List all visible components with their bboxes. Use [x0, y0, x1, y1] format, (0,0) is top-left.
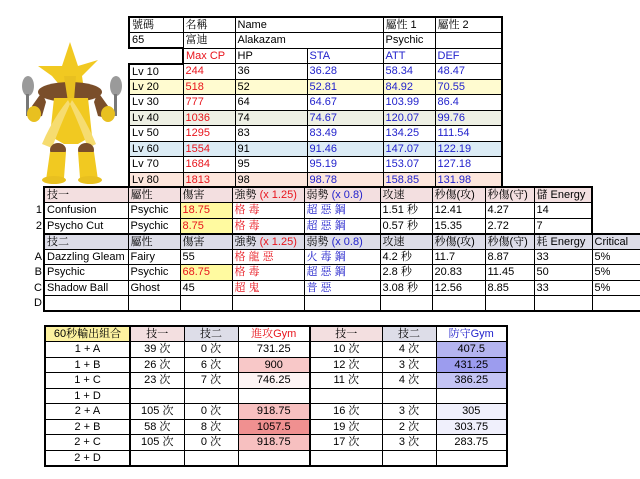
move-name: Psycho Cut	[44, 218, 128, 234]
move-damage: 45	[180, 280, 232, 296]
def-cell: 111.54	[435, 126, 502, 142]
critical-header: Critical	[592, 234, 640, 250]
combo-label: 1 + A	[45, 342, 130, 358]
stats-row-lv70	[129, 157, 502, 173]
attack-gym-value: 900	[238, 357, 310, 373]
move-energy: 14	[534, 203, 592, 219]
combo-header: 60秒輸出組合	[45, 326, 130, 342]
strong-header: 強勢 (x 1.25)	[232, 187, 304, 203]
cp-cell: 1295	[183, 126, 235, 142]
moves-table	[32, 186, 640, 312]
move-damage: 55	[180, 249, 232, 265]
move-weak: 超 惡 鋼	[304, 218, 380, 234]
def-charge-header: 技二	[382, 326, 436, 342]
att-cell: 120.07	[383, 110, 435, 126]
att-charge-header: 技二	[184, 326, 238, 342]
attack-gym-header: 進攻Gym	[238, 326, 310, 342]
move-dps-att: 12.56	[432, 280, 485, 296]
combo-row-2d	[45, 450, 507, 466]
att-charge-count: 0 次	[184, 404, 238, 420]
move-type: Psychic	[128, 203, 180, 219]
move-weak: 超 惡 鋼	[304, 265, 380, 281]
move-dps-def: 4.27	[485, 203, 534, 219]
row-label: D	[34, 297, 42, 310]
sta-cell: 64.67	[307, 95, 383, 111]
level-cell: Lv 30	[129, 95, 183, 111]
move-weak: 超 惡 鋼	[304, 203, 380, 219]
combo-label: 2 + D	[45, 450, 130, 466]
attack-gym-value: 918.75	[238, 435, 310, 451]
hp-header: HP	[235, 48, 307, 64]
move-strong: 格 毒	[232, 218, 304, 234]
def-cell: 70.55	[435, 79, 502, 95]
move-weak: 火 毒 鋼	[304, 249, 380, 265]
sta-cell: 74.67	[307, 110, 383, 126]
combo-row-2c	[45, 435, 507, 451]
cp-cell: 244	[183, 64, 235, 80]
blank-header	[307, 17, 383, 33]
att-cell: 84.92	[383, 79, 435, 95]
move-dps-def: 8.85	[485, 280, 534, 296]
speed-header: 攻速	[380, 187, 432, 203]
def-fast-count: 10 次	[310, 342, 382, 358]
move-energy: 33	[534, 249, 592, 265]
move-strong: 超 鬼	[232, 280, 304, 296]
row-label: 1	[35, 204, 42, 217]
cp-cell: 1036	[183, 110, 235, 126]
attack-gym-value: 1057.5	[238, 419, 310, 435]
type1-header: 屬性 1	[383, 17, 435, 33]
move-energy: 7	[534, 218, 592, 234]
level-cell: Lv 60	[129, 141, 183, 157]
move-strong: 格 龍 惡	[232, 249, 304, 265]
charge-moves-header-row	[32, 234, 640, 250]
charge-move-row-b	[32, 265, 640, 281]
att-cell: 147.07	[383, 141, 435, 157]
move-dps-def: 2.72	[485, 218, 534, 234]
defend-gym-header: 防守Gym	[436, 326, 507, 342]
def-charge-count: 4 次	[382, 373, 436, 389]
attack-gym-value: 731.25	[238, 342, 310, 358]
type-header: 屬性	[128, 234, 180, 250]
def-cell: 48.47	[435, 64, 502, 80]
combo-row-2a	[45, 404, 507, 420]
sta-cell: 36.28	[307, 64, 383, 80]
att-cell: 58.34	[383, 64, 435, 80]
att-charge-count: 8 次	[184, 419, 238, 435]
hp-cell: 95	[235, 157, 307, 173]
def-cell: 122.19	[435, 141, 502, 157]
strong-header: 強勢 (x 1.25)	[232, 234, 304, 250]
att-fast-count: 58 次	[130, 419, 184, 435]
sta-cell: 83.49	[307, 126, 383, 142]
att-charge-count: 0 次	[184, 342, 238, 358]
number-value: 65	[129, 33, 183, 49]
att-cell: 158.85	[383, 172, 435, 188]
combo-header-row	[45, 326, 507, 342]
dps-def-header: 秒傷(守)	[485, 234, 534, 250]
defend-gym-value: 386.25	[436, 373, 507, 389]
row-label: B	[34, 266, 42, 279]
combo-label: 1 + C	[45, 373, 130, 389]
level-cell: Lv 70	[129, 157, 183, 173]
dps-def-header: 秒傷(守)	[485, 187, 534, 203]
move-speed: 1.51 秒	[380, 203, 432, 219]
move-critical: 5%	[592, 280, 640, 296]
stats-row-lv40	[129, 110, 502, 126]
hp-cell: 74	[235, 110, 307, 126]
move-speed: 4.2 秒	[380, 249, 432, 265]
hp-cell: 64	[235, 95, 307, 111]
type-header: 屬性	[128, 187, 180, 203]
stats-row-lv30	[129, 95, 502, 111]
def-fast-count: 19 次	[310, 419, 382, 435]
move-energy: 33	[534, 280, 592, 296]
row-label: C	[34, 281, 42, 294]
charge-move-header: 技二	[44, 234, 128, 250]
blank-value	[307, 33, 383, 49]
row-label: 2	[35, 219, 42, 232]
damage-header: 傷害	[180, 234, 232, 250]
max-cp-header: Max CP	[183, 48, 235, 64]
name-zh-header: 名稱	[183, 17, 235, 33]
combo-output-table	[44, 325, 508, 467]
type2-value	[435, 33, 502, 49]
stats-row-lv60	[129, 141, 502, 157]
att-charge-count: 0 次	[184, 435, 238, 451]
cp-cell: 777	[183, 95, 235, 111]
sta-header: STA	[307, 48, 383, 64]
att-charge-count: 7 次	[184, 373, 238, 389]
def-fast-count: 16 次	[310, 404, 382, 420]
combo-label: 1 + D	[45, 388, 130, 404]
move-strong: 格 毒	[232, 265, 304, 281]
stats-row-lv10	[129, 64, 502, 80]
hp-cell: 83	[235, 126, 307, 142]
def-charge-count: 3 次	[382, 404, 436, 420]
def-cell: 99.76	[435, 110, 502, 126]
combo-row-2b	[45, 419, 507, 435]
move-dps-def: 8.87	[485, 249, 534, 265]
sta-cell: 98.78	[307, 172, 383, 188]
def-fast-count: 12 次	[310, 357, 382, 373]
cp-cell: 1813	[183, 172, 235, 188]
charge-move-row-d	[32, 296, 640, 312]
attack-gym-value: 918.75	[238, 404, 310, 420]
def-header: DEF	[435, 48, 502, 64]
combo-row-1c	[45, 373, 507, 389]
att-cell: 134.25	[383, 126, 435, 142]
def-fast-count: 11 次	[310, 373, 382, 389]
att-cell: 153.07	[383, 157, 435, 173]
combo-label: 2 + A	[45, 404, 130, 420]
def-charge-count: 2 次	[382, 419, 436, 435]
combo-label: 2 + B	[45, 419, 130, 435]
fast-move-row-2	[32, 218, 640, 234]
def-charge-count: 3 次	[382, 435, 436, 451]
level-cell: Lv 40	[129, 110, 183, 126]
defend-gym-value: 431.25	[436, 357, 507, 373]
hp-cell: 91	[235, 141, 307, 157]
move-name: Dazzling Gleam	[44, 249, 128, 265]
charge-move-row-a	[32, 249, 640, 265]
row-label: A	[34, 250, 42, 263]
att-charge-count: 6 次	[184, 357, 238, 373]
move-dps-att: 15.35	[432, 218, 485, 234]
type1-value: Psychic	[383, 33, 435, 49]
name-en-value: Alakazam	[235, 33, 307, 49]
move-speed: 3.08 秒	[380, 280, 432, 296]
fast-move-row-1	[32, 203, 640, 219]
stats-row-lv50	[129, 126, 502, 142]
hp-cell: 36	[235, 64, 307, 80]
att-fast-count: 105 次	[130, 404, 184, 420]
move-damage: 8.75	[180, 218, 232, 234]
move-critical: 5%	[592, 265, 640, 281]
move-name: Confusion	[44, 203, 128, 219]
stats-header-row	[129, 48, 502, 64]
fast-move-header: 技一	[44, 187, 128, 203]
energy-header: 耗 Energy	[534, 234, 592, 250]
move-dps-def: 11.45	[485, 265, 534, 281]
move-weak: 普 惡	[304, 280, 380, 296]
damage-header: 傷害	[180, 187, 232, 203]
level-cell: Lv 50	[129, 126, 183, 142]
defend-gym-value: 407.5	[436, 342, 507, 358]
level-cell: Lv 80	[129, 172, 183, 188]
move-type: Fairy	[128, 249, 180, 265]
dps-att-header: 秒傷(攻)	[432, 187, 485, 203]
move-strong: 格 毒	[232, 203, 304, 219]
move-type: Psychic	[128, 218, 180, 234]
combo-row-1b	[45, 357, 507, 373]
att-fast-count: 26 次	[130, 357, 184, 373]
info-value-row	[129, 33, 502, 49]
move-damage: 18.75	[180, 203, 232, 219]
move-damage: 68.75	[180, 265, 232, 281]
move-dps-att: 12.41	[432, 203, 485, 219]
def-cell: 127.18	[435, 157, 502, 173]
name-en-header: Name	[235, 17, 307, 33]
sta-cell: 52.81	[307, 79, 383, 95]
combo-label: 2 + C	[45, 435, 130, 451]
stats-row-lv20	[129, 79, 502, 95]
att-header: ATT	[383, 48, 435, 64]
move-energy: 50	[534, 265, 592, 281]
move-type: Psychic	[128, 265, 180, 281]
dps-att-header: 秒傷(攻)	[432, 234, 485, 250]
hp-cell: 52	[235, 79, 307, 95]
sta-cell: 95.19	[307, 157, 383, 173]
attack-gym-value: 746.25	[238, 373, 310, 389]
att-fast-count: 23 次	[130, 373, 184, 389]
level-cell: Lv 20	[129, 79, 183, 95]
cp-cell: 518	[183, 79, 235, 95]
speed-header: 攻速	[380, 234, 432, 250]
att-fast-header: 技一	[130, 326, 184, 342]
att-fast-count: 39 次	[130, 342, 184, 358]
move-type: Ghost	[128, 280, 180, 296]
sta-cell: 91.46	[307, 141, 383, 157]
cp-cell: 1554	[183, 141, 235, 157]
move-critical: 5%	[592, 249, 640, 265]
move-speed: 2.8 秒	[380, 265, 432, 281]
alakazam-sprite-image	[12, 40, 124, 190]
hp-cell: 98	[235, 172, 307, 188]
att-fast-count: 105 次	[130, 435, 184, 451]
move-name: Psychic	[44, 265, 128, 281]
info-header-row	[129, 17, 502, 33]
def-charge-count: 4 次	[382, 342, 436, 358]
fast-moves-header-row	[32, 187, 640, 203]
cp-cell: 1684	[183, 157, 235, 173]
weak-header: 弱勢 (x 0.8)	[304, 234, 380, 250]
defend-gym-value: 305	[436, 404, 507, 420]
pokemon-info-table	[128, 16, 503, 189]
energy-header: 儲 Energy	[534, 187, 592, 203]
move-name: Shadow Ball	[44, 280, 128, 296]
def-cell: 131.98	[435, 172, 502, 188]
move-dps-att: 11.7	[432, 249, 485, 265]
def-fast-count: 17 次	[310, 435, 382, 451]
combo-row-1a	[45, 342, 507, 358]
def-fast-header: 技一	[310, 326, 382, 342]
def-cell: 86.4	[435, 95, 502, 111]
level-header	[129, 48, 183, 64]
weak-header: 弱勢 (x 0.8)	[304, 187, 380, 203]
level-cell: Lv 10	[129, 64, 183, 80]
move-speed: 0.57 秒	[380, 218, 432, 234]
att-cell: 103.99	[383, 95, 435, 111]
combo-row-1d	[45, 388, 507, 404]
combo-label: 1 + B	[45, 357, 130, 373]
charge-move-row-c	[32, 280, 640, 296]
def-charge-count: 3 次	[382, 357, 436, 373]
type2-header: 屬性 2	[435, 17, 502, 33]
defend-gym-value: 303.75	[436, 419, 507, 435]
name-zh-value: 富迪	[183, 33, 235, 49]
number-header: 號碼	[129, 17, 183, 33]
defend-gym-value: 283.75	[436, 435, 507, 451]
move-dps-att: 20.83	[432, 265, 485, 281]
